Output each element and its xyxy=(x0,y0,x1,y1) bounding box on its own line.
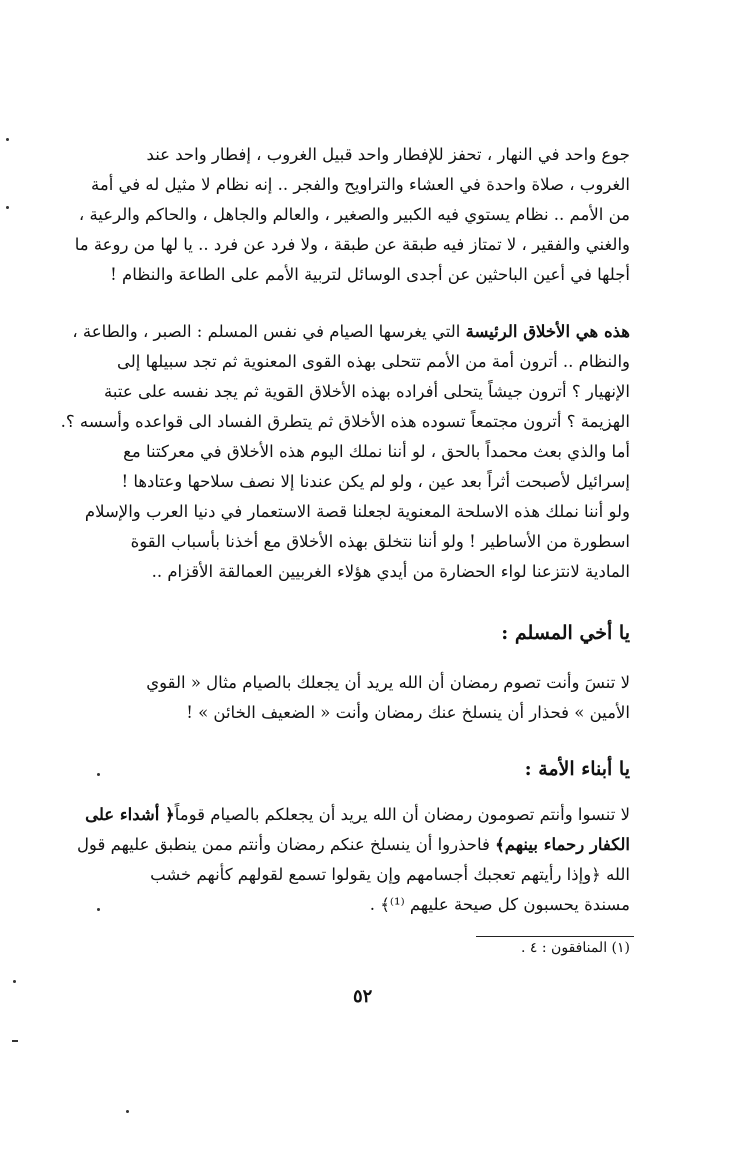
text-line: لا تنسَ وأنت تصوم رمضان أن الله يريد أن يجعلك بالصيام مثال « القوي xyxy=(146,673,630,692)
text-line xyxy=(76,830,630,860)
text-line: مسندة يحسبون كل صيحة عليهم ⁽¹⁾﴾ . xyxy=(369,895,630,914)
scan-speck xyxy=(13,980,16,983)
text-line: الإنهيار ؟ أترون جيشاً يتحلى أفراده بهذه الأخلاق القوية ثم يجد نفسه على عتبة xyxy=(104,382,630,401)
line-text: لا تنسوا وأنتم تصومون رمضان أن الله يريد أن يجعلكم بالصيام قوماً xyxy=(174,805,630,824)
section-heading: يا أبناء الأمة : xyxy=(524,758,630,780)
text-line: المادية لانتزعنا لواء الحضارة من أيدي هؤلاء الغربيين العمالقة الأقزام .. xyxy=(151,562,630,581)
paragraph-1 xyxy=(74,140,630,290)
scan-speck xyxy=(6,138,9,141)
scan-speck xyxy=(97,908,100,911)
text-line: أجلها في أعين الباحثين عن أجدى الوسائل لتربية الأمم على الطاعة والنظام ! xyxy=(110,265,630,284)
bold-phrase: الكفار رحماء بينهم﴾ xyxy=(495,835,630,854)
line-text: التي يغرسها الصيام في نفس المسلم : الصبر ، والطاعة ، xyxy=(72,322,466,341)
footnote-divider xyxy=(476,936,634,937)
scan-speck xyxy=(12,1040,18,1042)
text-line: والغني والفقير ، لا تمتاز فيه طبقة عن طبقة ، ولا فرد عن فرد .. يا لها من روعة ما xyxy=(74,235,630,254)
text-line: الهزيمة ؟ أترون مجتمعاً تسوده هذه الأخلاق ثم يتطرق الفساد الى قواعده وأسسه ؟. xyxy=(60,412,630,431)
paragraph-4 xyxy=(76,800,630,920)
line-text: فاحذروا أن ينسلخ عنكم رمضان وأنتم ممن ينطبق عليهم قول xyxy=(76,835,496,854)
section-heading: يا أخي المسلم : xyxy=(501,622,630,644)
text-line: الله ﴿وإذا رأيتهم تعجبك أجسامهم وإن يقولوا تسمع لقولهم كأنهم خشب xyxy=(150,865,630,884)
bold-phrase: ﴿ أشداء على xyxy=(85,805,175,824)
paragraph-3 xyxy=(110,668,630,728)
text-line: ولو أننا نملك هذه الاسلحة المعنوية لجعلنا قصة الاستعمار في دنيا العرب والإسلام xyxy=(84,502,630,521)
text-line: من الأمم .. نظام يستوي فيه الكبير والصغير ، والعالم والجاهل ، والحاكم والرعية ، xyxy=(78,205,630,224)
bold-phrase: هذه هي الأخلاق الرئيسة xyxy=(465,322,630,341)
page-number: ٥٢ xyxy=(353,986,373,1007)
footnote: (١) المنافقون : ٤ . xyxy=(521,940,630,956)
scan-speck xyxy=(97,773,100,776)
text-line: إسرائيل لأصبحت أثراً بعد عين ، ولو لم يكن عندنا إلا نصف سلاحها وعتادها ! xyxy=(121,472,630,491)
text-line: أما والذي بعث محمداً بالحق ، لو أننا نملك اليوم هذه الأخلاق في معركتنا مع xyxy=(123,442,630,461)
text-line: الغروب ، صلاة واحدة في العشاء والتراويح والفجر .. إنه نظام لا مثيل له في أمة xyxy=(91,175,630,194)
scan-speck xyxy=(126,1110,129,1113)
paragraph-2 xyxy=(60,317,630,587)
text-line: الأمين » فحذار أن ينسلخ عنك رمضان وأنت « الضعيف الخائن » ! xyxy=(186,703,630,722)
text-line xyxy=(72,317,630,347)
text-line: والنظام .. أترون أمة من الأمم تتحلى بهذه القوى المعنوية ثم تجد سبيلها إلى xyxy=(117,352,630,371)
text-line: اسطورة من الأساطير ! ولو أننا نتخلق بهذه الأخلاق مع أخذنا بأسباب القوة xyxy=(130,532,630,551)
text-line xyxy=(85,800,630,830)
text-line: جوع واحد في النهار ، تحفز للإفطار واحد قبيل الغروب ، إفطار واحد عند xyxy=(146,145,630,164)
scan-speck xyxy=(6,206,9,209)
